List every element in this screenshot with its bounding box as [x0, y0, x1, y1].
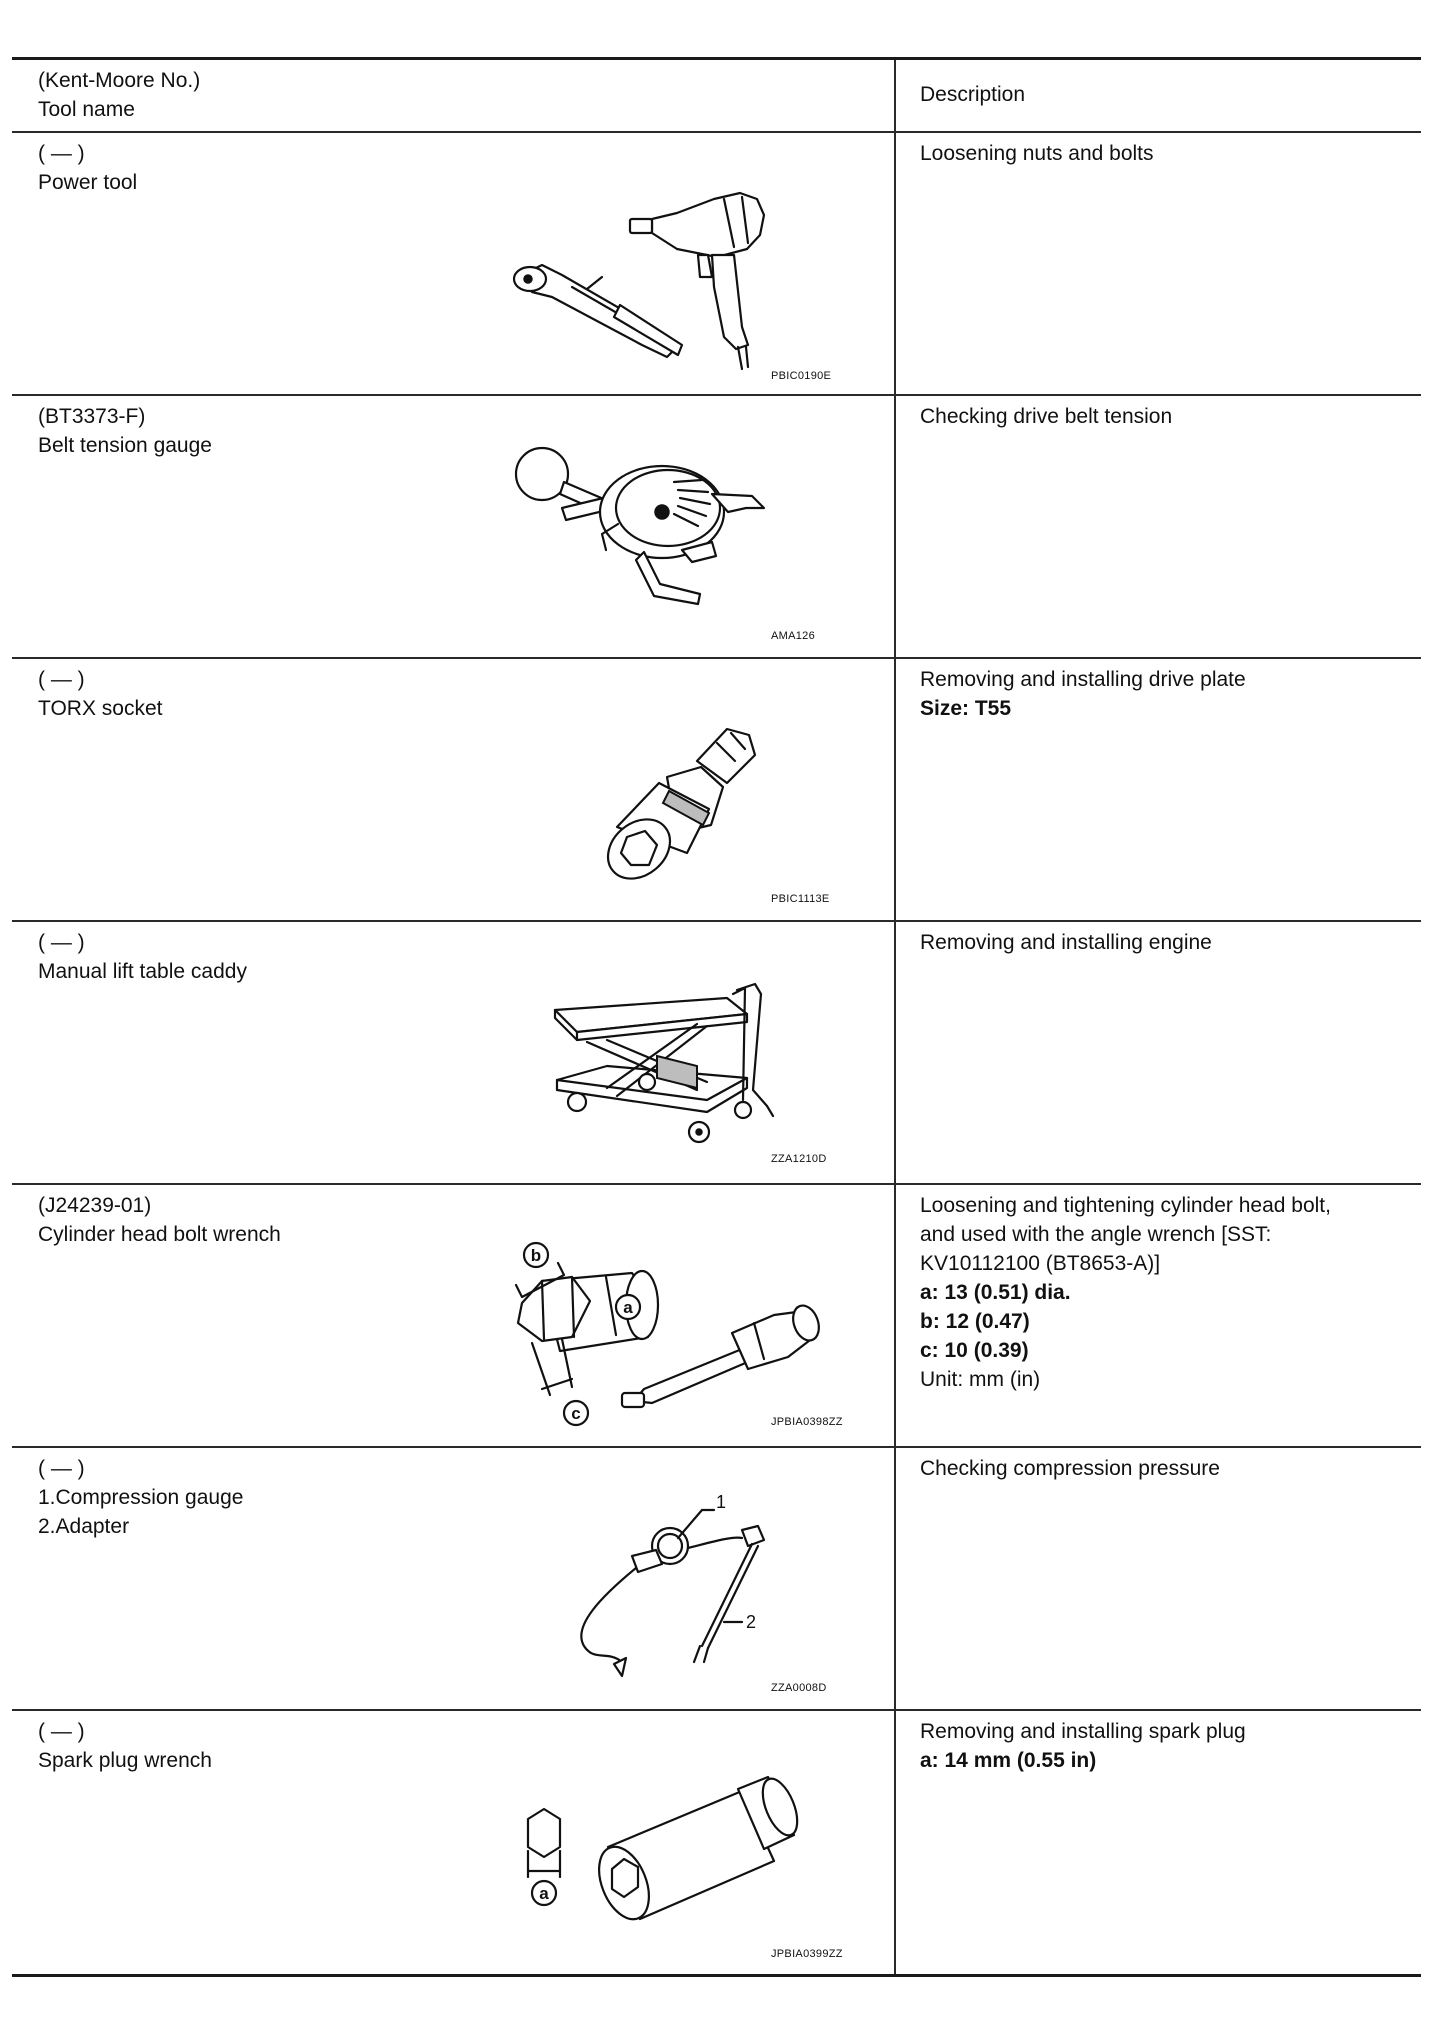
tool-number: ( — ) [38, 668, 85, 691]
spec-line: c: 10 (0.39) [920, 1339, 1029, 1362]
label-b: b [530, 1246, 542, 1265]
header-tool-column [12, 60, 896, 131]
tool-name: TORX socket [38, 697, 163, 720]
header-kent-moore-label: (Kent-Moore No.) [38, 69, 201, 92]
unit-line: Unit: mm (in) [920, 1368, 1041, 1391]
figure-code: JPBIA0399ZZ [771, 1948, 843, 1960]
figure-code: JPBIA0398ZZ [771, 1416, 843, 1428]
tool-name: 1.Compression gauge [38, 1486, 244, 1509]
label-1: 1 [716, 1492, 727, 1512]
table-row [12, 922, 1421, 1185]
torx-socket-illustration [597, 721, 787, 891]
tool-name: Spark plug wrench [38, 1749, 212, 1772]
figure-code: ZZA0008D [771, 1682, 827, 1694]
tool-number: (J24239-01) [38, 1194, 152, 1217]
description-line: Checking drive belt tension [920, 405, 1173, 428]
header-description-column [896, 60, 1421, 131]
spark-plug-wrench-illustration [512, 1771, 852, 1951]
label-a: a [623, 1298, 633, 1317]
figure-code: PBIC0190E [771, 370, 832, 382]
spec-line: Size: T55 [920, 697, 1012, 720]
table-header [12, 60, 1421, 133]
description-line: KV10112100 (BT8653-A)] [920, 1252, 1161, 1275]
compression-gauge-illustration [572, 1486, 792, 1686]
table-row [12, 396, 1421, 659]
description-line: Checking compression pressure [920, 1457, 1220, 1480]
spec-line: b: 12 (0.47) [920, 1310, 1030, 1333]
table-row [12, 1448, 1421, 1711]
tool-number: ( — ) [38, 1457, 85, 1480]
tool-number: (BT3373-F) [38, 405, 146, 428]
tool-name: Manual lift table caddy [38, 960, 247, 983]
table-row [12, 1185, 1421, 1448]
tool-number: ( — ) [38, 1720, 85, 1743]
special-tools-table [12, 57, 1421, 1977]
header-description-label: Description [920, 83, 1026, 106]
description-line: Removing and installing engine [920, 931, 1212, 954]
tool-number: ( — ) [38, 931, 85, 954]
label-c: c [571, 1404, 581, 1423]
description-line: Loosening nuts and bolts [920, 142, 1154, 165]
belt-tension-gauge-illustration [502, 424, 832, 624]
spec-line: a: 14 mm (0.55 in) [920, 1749, 1097, 1772]
header-tool-name-label: Tool name [38, 98, 135, 121]
spec-line: a: 13 (0.51) dia. [920, 1281, 1071, 1304]
cylinder-head-bolt-wrench-illustration [502, 1219, 862, 1439]
table-row [12, 133, 1421, 396]
tool-name: Power tool [38, 171, 138, 194]
description-line: Removing and installing spark plug [920, 1720, 1246, 1743]
tool-name: Cylinder head bolt wrench [38, 1223, 281, 1246]
description-line: and used with the angle wrench [SST: [920, 1223, 1272, 1246]
figure-code: AMA126 [771, 630, 815, 642]
tool-name: 2.Adapter [38, 1515, 130, 1538]
label-a: a [539, 1884, 549, 1903]
label-2: 2 [746, 1612, 757, 1632]
power-tool-illustration [502, 177, 832, 377]
lift-table-caddy-illustration [547, 970, 807, 1170]
tool-name: Belt tension gauge [38, 434, 212, 457]
figure-code: PBIC1113E [771, 893, 830, 905]
description-line: Removing and installing drive plate [920, 668, 1246, 691]
table-row [12, 1711, 1421, 1974]
table-row [12, 659, 1421, 922]
description-line: Loosening and tightening cylinder head bolt, [920, 1194, 1331, 1217]
tool-number: ( — ) [38, 142, 85, 165]
figure-code: ZZA1210D [771, 1153, 827, 1165]
